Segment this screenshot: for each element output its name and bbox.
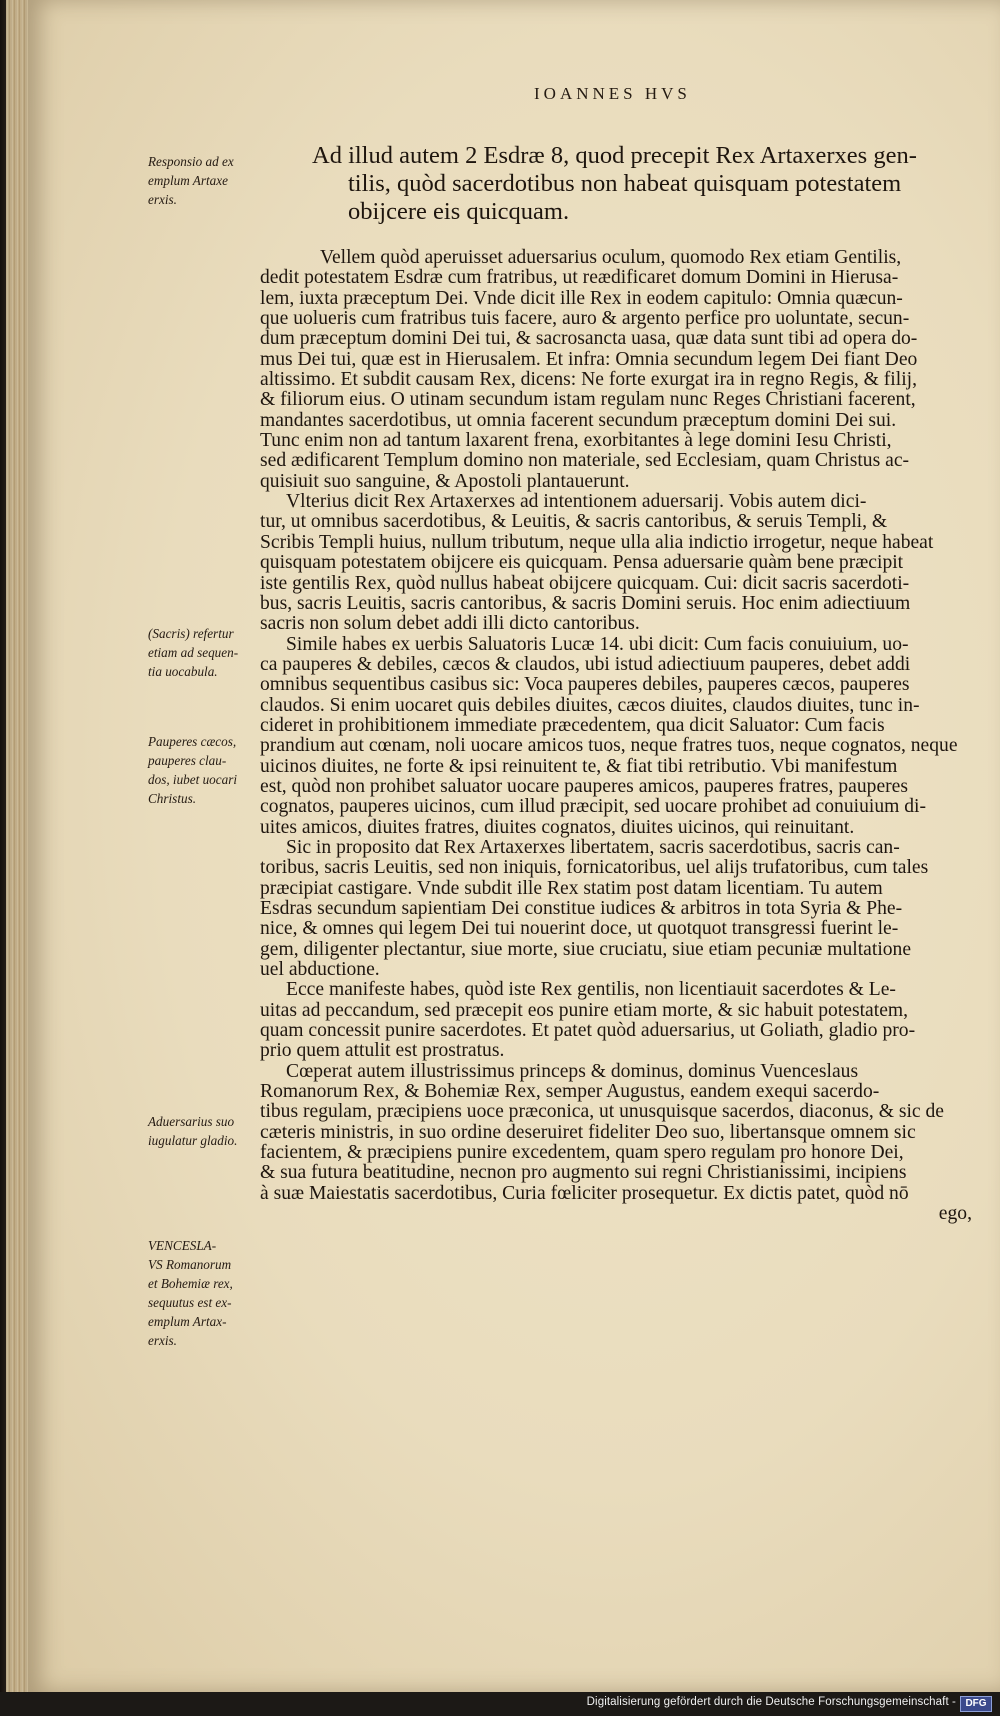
text-line: altissimo. Et subdit causam Rex, dicens: Ne forte exurgat ira in regno Regis, & filij,: [260, 369, 917, 391]
margin-note-responsio: [148, 152, 268, 209]
heading-line: tilis, quòd sacerdotibus non habeat quisquam potestatem: [348, 170, 902, 197]
text-line: tibus regulam, præcipiens uoce præconica, ut unusquisque sacerdos, diaconus, & sic de: [260, 1101, 944, 1123]
text-line: & sua futura beatitudine, necnon pro augmento sui regni Christianissimi, incipiens: [260, 1162, 907, 1184]
text-line: facientem, & præcipiens punire excedentem, quam spero regulam pro honore Dei,: [260, 1142, 904, 1164]
margin-note-line: erxis.: [148, 192, 177, 207]
text-line: à suæ Maiestatis sacerdotibus, Curia fœliciter prosequetur. Ex dictis patet, quòd nō: [260, 1182, 909, 1204]
text-line: est, quòd non prohibet saluator uocare pauperes amicos, pauperes fratres, pauperes: [260, 775, 908, 797]
text-line: prio quem attulit est prostratus.: [260, 1040, 505, 1062]
text-line: & filiorum eius. O utinam secundum istam regulam nunc Reges Christiani facerent,: [260, 389, 916, 411]
heading-line: Ad illud autem 2 Esdræ 8, quod precepit Rex Artaxerxes gen-: [312, 142, 917, 169]
margin-note-line: dos, iubet uocari: [148, 772, 238, 787]
margin-note-line: VENCESLA-: [148, 1238, 217, 1253]
text-line: cognatos, pauperes uicinos, cum illud præcipit, sed uocare prohibet ad conuiuium di-: [260, 796, 927, 818]
margin-note-sacris: [148, 624, 268, 681]
text-line: iste gentilis Rex, quòd nullus habeat obijcere quicquam. Cui: dicit sacris sacerdoti-: [260, 572, 910, 594]
text-line: gem, diligenter plectantur, siue morte, siue cruciatu, siue etiam pecuniæ multatione: [260, 938, 912, 960]
catchword: ego,: [938, 1203, 972, 1225]
text-line: cideret in prohibitionem immediate præcedentem, qua dicit Saluator: Cum facis: [260, 714, 885, 736]
text-line: ca pauperes & debiles, cæcos & claudos, ubi istud adiectiuum pauperes, debet addi: [260, 653, 911, 675]
text-line: Romanorum Rex, & Bohemiæ Rex, semper Augustus, eandem exequi sacerdo-: [260, 1081, 880, 1103]
text-line: Vlterius dicit Rex Artaxerxes ad intentionem aduersarij. Vobis autem dici-: [286, 491, 867, 513]
margin-note-line: Responsio ad ex: [148, 154, 234, 169]
text-line: Scribis Templi huius, nullum tributum, neque ulla alia indictio irrogetur, neque habeat: [260, 531, 934, 553]
text-line: lem, iuxta præceptum Dei. Vnde dicit ille Rex in eodem capitulo: Omnia quæcun-: [260, 287, 903, 309]
margin-note-aduersarius: [148, 1112, 268, 1150]
text-line: Tunc enim non ad tantum laxarent frena, exorbitantes à lege domini Iesu Christi,: [260, 430, 892, 452]
text-line: quisiuit suo sanguine, & Apostoli plantauerunt.: [260, 470, 630, 492]
text-line: claudos. Si enim uocaret quis debiles diuites, cæcos diuites, claudos diuites, tunc in-: [260, 694, 920, 716]
margin-note-line: Pauperes cæcos,: [148, 734, 237, 749]
margin-note-line: et Bohemiæ rex,: [148, 1276, 233, 1291]
footer-credit: Digitalisierung gefördert durch die Deutsche Forschungsgemeinschaft -: [586, 1696, 956, 1708]
margin-note-venceslaus: [148, 1236, 268, 1350]
margin-note-line: tia uocabula.: [148, 664, 218, 679]
margin-note-line: erxis.: [148, 1333, 177, 1348]
margin-note-pauperes: [148, 732, 268, 808]
margin-note-line: (Sacris) refertur: [148, 626, 234, 641]
text-line: tur, ut omnibus sacerdotibus, & Leuitis, & sacris cantoribus, & seruis Templi, &: [260, 511, 888, 533]
text-line: dedit potestatem Esdræ cum fratribus, ut reædificaret domum Domini in Hierusa-: [260, 267, 899, 289]
margin-note-line: VS Romanorum: [148, 1257, 232, 1272]
text-line: uicinos diuites, ne forte & ipsi reinuitent te, & fiat tibi retributio. Vbi manifestum: [260, 755, 898, 777]
margin-note-line: etiam ad sequen-: [148, 645, 239, 660]
text-line: que uolueris cum fratribus tuis facere, auro & argento perfice pro uoluntate, secun-: [260, 308, 910, 330]
text-line: mus Dei tui, quæ est in Hierusalem. Et infra: Omnia secundum legem Dei fiant Deo: [260, 348, 918, 370]
text-line: sed ædificarent Templum domino non materiale, sed Ecclesiam, quam Christus ac-: [260, 450, 910, 472]
margin-note-line: emplum Artaxe: [148, 173, 228, 188]
text-line: omnibus sequentibus casibus sic: Voca pauperes debiles, pauperes cæcos, pauperes: [260, 674, 910, 696]
text-line: quam concessit punire sacerdotes. Et patet quòd aduersarius, ut Goliath, gladio pro-: [260, 1020, 916, 1042]
text-line: Sic in proposito dat Rex Artaxerxes libertatem, sacris sacerdotibus, sacris can-: [286, 836, 900, 858]
margin-note-line: emplum Artax-: [148, 1314, 227, 1329]
text-line: bus, sacris Leuitis, sacris cantoribus, & sacris Domini seruis. Hoc enim adiectiuum: [260, 592, 911, 614]
margin-note-line: pauperes clau-: [148, 753, 227, 768]
text-line: dum præceptum domini Dei tui, & sacrosancta uasa, quæ data sunt tibi ad opera do-: [260, 328, 918, 350]
text-line: Esdras secundum sapientiam Dei constitue iudices & arbitros in tota Syria & Phe-: [260, 898, 903, 919]
section-heading: [312, 142, 952, 226]
text-line: prandium aut cœnam, noli uocare amicos tuos, neque fratres tuos, neque cognatos, neque: [260, 735, 958, 757]
dfg-logo: DFG: [960, 1696, 992, 1712]
text-line: uitas ad peccandum, sed præcepit eos punire etiam morte, & sic habuit potestatem,: [260, 999, 909, 1021]
text-line: nice, & omnes qui legem Dei tui nouerint doce, ut quotquot transgressi fuerint le-: [260, 918, 899, 940]
text-line: Ecce manifeste habes, quòd iste Rex gentilis, non licentiauit sacerdotes & Le-: [286, 979, 896, 1001]
text-line: sacris non solum debet addi illi dicto cantoribus.: [260, 613, 640, 635]
heading-line: obijcere eis quicquam.: [348, 198, 570, 225]
text-line: Cœperat autem illustrissimus princeps & dominus, dominus Vuenceslaus: [286, 1060, 859, 1082]
text-line: uel abductione.: [260, 959, 380, 981]
text-line: Vellem quòd aperuisset aduersarius oculum, quomodo Rex etiam Gentilis,: [320, 247, 902, 268]
text-line: cæteris ministris, in suo ordine deseruiret fideliter Deo suo, libertansque omnem sic: [260, 1121, 916, 1143]
margin-note-line: sequutus est ex-: [148, 1295, 232, 1310]
text-line: mandantes sacerdotibus, ut omnia facerent secundum præceptum domini Dei sui.: [260, 409, 897, 431]
body-text: [260, 248, 1000, 1225]
book-page: [28, 0, 1000, 1692]
margin-note-line: iugulatur gladio.: [148, 1133, 238, 1148]
text-line: Simile habes ex uerbis Saluatoris Lucæ 14. ubi dicit: Cum facis conuiuium, uo-: [286, 633, 909, 655]
margin-note-line: Aduersarius suo: [148, 1114, 235, 1129]
margin-note-line: Christus.: [148, 791, 197, 806]
text-line: uites amicos, diuites fratres, diuites cognatos, diuites uicinos, qui reinuitant.: [260, 816, 855, 838]
running-head: IOANNES HVS: [534, 84, 691, 103]
text-line: præcipiat castigare. Vnde subdit ille Rex statim post datam licentiam. Tu autem: [260, 877, 883, 899]
text-line: toribus, sacris Leuitis, sed non iniquis, fornicatoribus, uel alijs trufatoribus, cum tales: [260, 857, 929, 879]
text-line: quisquam potestatem obijcere eis quicquam. Pensa aduersarie quàm bene præcipit: [260, 552, 904, 574]
